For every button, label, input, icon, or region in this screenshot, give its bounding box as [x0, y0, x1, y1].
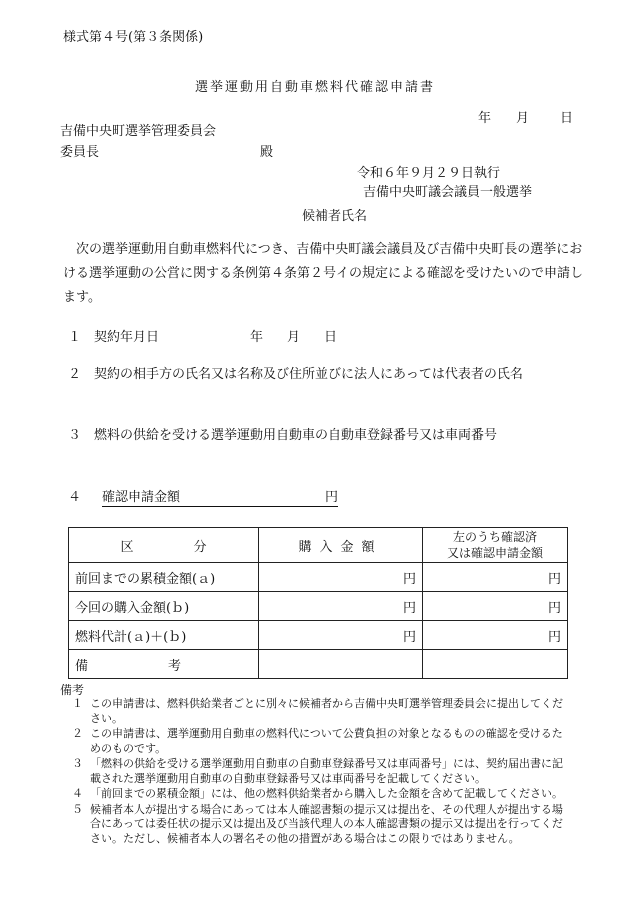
date-month: 月 [516, 111, 530, 126]
confirmed-amount-cell[interactable]: 円 [423, 592, 568, 621]
row-label: 前回までの累積金額(ａ) [69, 563, 259, 592]
election-name: 吉備中央町議会議員一般選挙 [363, 185, 533, 200]
header-confirmed-amount [423, 528, 568, 563]
note-item [72, 803, 572, 847]
item-number: ３ [68, 428, 82, 443]
note-text: 「燃料の供給を受ける選挙運動用自動車の自動車登録番号又は車両番号」には、契約届出書に記載された選挙運動用自動車の自動車登録番号又は車両番号を記載してください。 [90, 757, 563, 785]
chair-line [60, 145, 274, 161]
row-label: 燃料代計(ａ)＋(ｂ) [69, 621, 259, 650]
application-date [478, 111, 573, 127]
table-header-row [69, 528, 568, 563]
notes-title: 備考 [60, 683, 85, 697]
item-number: ４ [68, 490, 82, 505]
item-label: 契約年月日 [94, 330, 160, 345]
contract-month: 月 [287, 330, 301, 345]
note-number: １ [72, 697, 83, 710]
note-text: この申請書は、燃料供給業者ごとに別々に候補者から吉備中央町選挙管理委員会に提出してください。 [90, 697, 563, 725]
remarks-cell[interactable] [423, 650, 568, 679]
header-category-b: 分 [193, 539, 207, 555]
note-item [72, 787, 572, 802]
header-confirmed-line1: 左のうち確認済 [452, 530, 537, 544]
item-requested-amount [68, 490, 338, 507]
item-contract-date [68, 330, 338, 346]
candidate-name-label: 候補者氏名 [302, 209, 368, 224]
item-label: 確認申請金額 [102, 490, 181, 505]
item-vehicle-number [68, 428, 497, 444]
election-date: 令和６年９月２９日執行 [357, 166, 501, 181]
header-category [69, 528, 259, 563]
header-category-a: 区 [120, 539, 134, 555]
contract-year: 年 [250, 330, 264, 345]
note-number: ２ [72, 727, 83, 740]
table-row [69, 563, 568, 592]
remarks-cell[interactable] [259, 650, 423, 679]
amount-unit: 円 [325, 490, 339, 505]
contract-day: 日 [324, 330, 338, 345]
note-item [72, 757, 572, 786]
form-number: 様式第４号(第３条関係) [63, 30, 204, 45]
note-item [72, 727, 572, 756]
remarks-label [69, 650, 259, 679]
note-number: ４ [72, 787, 83, 800]
confirmed-amount-cell[interactable]: 円 [423, 621, 568, 650]
item-contract-party [68, 367, 523, 383]
header-purchase-amount: 購入金額 [259, 528, 423, 563]
note-text: 「前回までの累積金額」には、他の燃料供給業者から購入した金額を含めて記載してください。 [90, 787, 563, 800]
confirmed-amount-cell[interactable]: 円 [423, 563, 568, 592]
note-number: ５ [72, 802, 83, 816]
item-number: ２ [68, 367, 82, 382]
notes-list [72, 697, 572, 847]
table-row [69, 592, 568, 621]
amount-line [102, 490, 338, 507]
note-text: 候補者本人が提出する場合にあっては本人確認書類の提示又は提出を、その代理人が提出する場合にあっては委任状の提示又は提出及び当該代理人の本人確認書類の提示又は提出を行ってください。ただし、候補者本人の署名その他の措置がある場合はこの限りではありません。 [90, 802, 563, 845]
row-label: 今回の購入金額(ｂ) [69, 592, 259, 621]
item-label: 契約の相手方の氏名又は名称及び住所並びに法人にあっては代表者の氏名 [94, 367, 523, 382]
date-year: 年 [478, 111, 492, 126]
item-label: 燃料の供給を受ける選挙運動用自動車の自動車登録番号又は車両番号 [94, 428, 498, 443]
header-confirmed-line2: 又は確認申請金額 [446, 546, 543, 560]
table-row [69, 621, 568, 650]
fuel-cost-table [68, 527, 568, 679]
document-title: 選挙運動用自動車燃料代確認申請書 [194, 80, 435, 95]
note-number: ３ [72, 757, 83, 770]
honorific: 殿 [260, 145, 274, 160]
body-text: 次の選挙運動用自動車燃料代につき、吉備中央町議会議員及び吉備中央町長の選挙における選挙運動の公営に関する条例第４条第２号イの規定による確認を受けたいので申請します。 [63, 242, 584, 305]
purchase-amount-cell[interactable]: 円 [259, 592, 423, 621]
note-item [72, 697, 572, 726]
note-text: この申請書は、選挙運動用自動車の燃料代について公費負担の対象となるものの確認を受けるためのものです。 [90, 727, 563, 755]
purchase-amount-cell[interactable]: 円 [259, 563, 423, 592]
remarks-label-a: 備 [75, 658, 89, 674]
remarks-label-b: 考 [168, 658, 182, 674]
date-day: 日 [560, 111, 574, 126]
purchase-amount-cell[interactable]: 円 [259, 621, 423, 650]
item-number: １ [68, 330, 82, 345]
chair-title: 委員長 [60, 145, 100, 160]
remarks-row [69, 650, 568, 679]
committee-name: 吉備中央町選挙管理委員会 [60, 124, 217, 139]
contract-date-fields [250, 330, 337, 346]
